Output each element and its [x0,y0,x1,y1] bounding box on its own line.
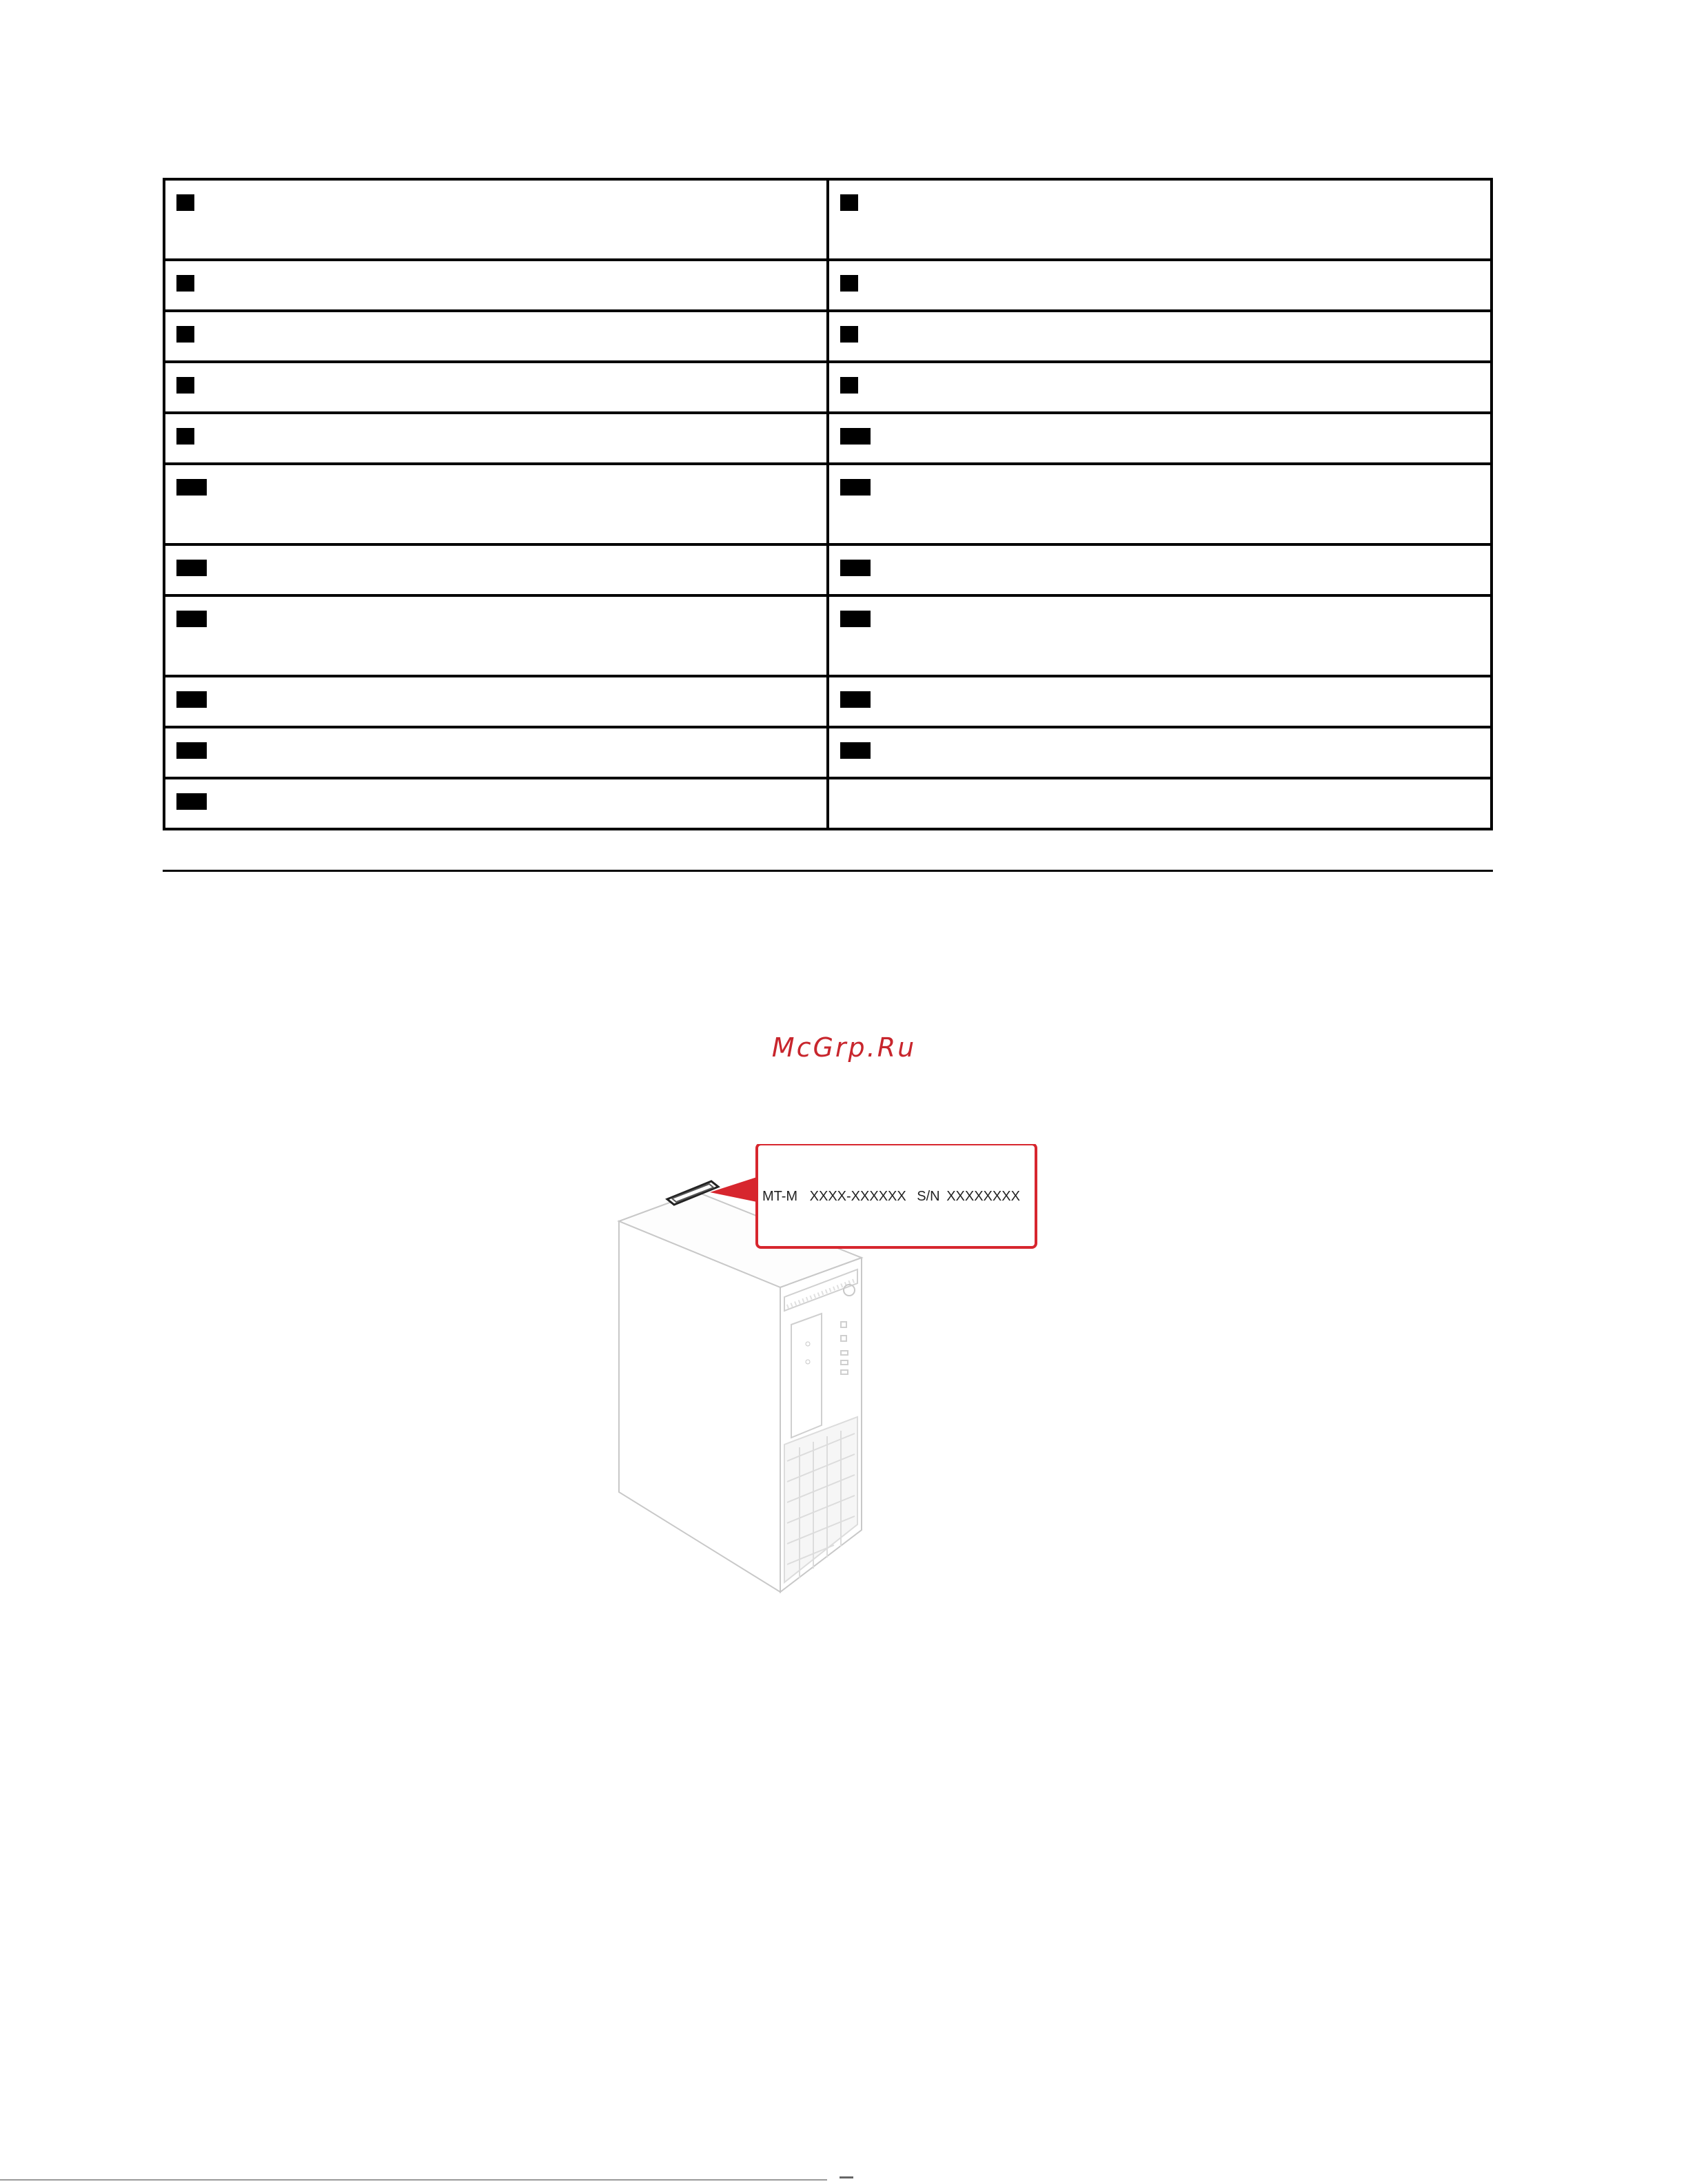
table-cell [164,464,828,544]
table-cell [828,179,1492,260]
table-row [164,727,1492,778]
table-row [164,544,1492,595]
callout-number-badge [840,611,871,627]
tower-side-face [619,1221,780,1592]
callout-number-badge [176,560,207,576]
table-cell [828,544,1492,595]
table-cell [164,362,828,413]
table-cell [164,413,828,464]
table-cell [164,778,828,829]
callout-number-badge [840,479,871,496]
table-row [164,362,1492,413]
callout-number-badge [176,377,194,394]
table-cell [164,595,828,676]
table-cell [164,311,828,362]
callout-number-badge [840,742,871,759]
table-cell [828,727,1492,778]
table-row [164,413,1492,464]
table-cell [828,595,1492,676]
callout-number-badge [176,428,194,445]
machine-type-value: XXXX-XXXXXX [809,1189,906,1204]
callout-number-badge [840,194,858,211]
callout-number-badge [176,326,194,343]
table-cell [828,464,1492,544]
callout-number-badge [840,326,858,343]
callout-number-badge [840,691,871,708]
table-row [164,311,1492,362]
callout-number-badge [176,611,207,627]
callout-number-badge [176,479,207,496]
table-cell [164,544,828,595]
callout-number-badge [176,194,194,211]
table-row [164,778,1492,829]
computer-tower-illustration [607,1144,1075,1613]
page-bottom-mark [840,2176,853,2178]
section-divider [163,870,1493,872]
table-row [164,179,1492,260]
machine-type-prefix: MT-M [762,1189,798,1204]
callout-number-badge [176,742,207,759]
callout-number-badge [840,377,858,394]
table-cell [828,311,1492,362]
serial-value: XXXXXXXX [946,1189,1020,1204]
table-cell [828,413,1492,464]
callout-number-badge [840,275,858,292]
table-cell [828,778,1492,829]
table-row [164,595,1492,676]
callout-number-badge [840,428,871,445]
table-cell [164,727,828,778]
callout-pointer [710,1177,757,1202]
callout-number-badge [176,691,207,708]
table-cell [828,260,1492,311]
callout-number-badge [176,793,207,810]
watermark-text: McGrp.Ru [771,1032,917,1063]
callout-number-badge [176,275,194,292]
table-row [164,260,1492,311]
table-cell [164,179,828,260]
table-cell [828,362,1492,413]
svg-text:MT-M XXXX-XXXXXX S/N [762,1189,1020,1204]
table-cell [828,676,1492,727]
table-row [164,464,1492,544]
page-bottom-rule [0,2179,827,2181]
serial-prefix: S/N [917,1189,940,1204]
callout-number-badge [840,560,871,576]
parts-table [163,178,1493,830]
table-cell [164,676,828,727]
table-row [164,676,1492,727]
table-cell [164,260,828,311]
